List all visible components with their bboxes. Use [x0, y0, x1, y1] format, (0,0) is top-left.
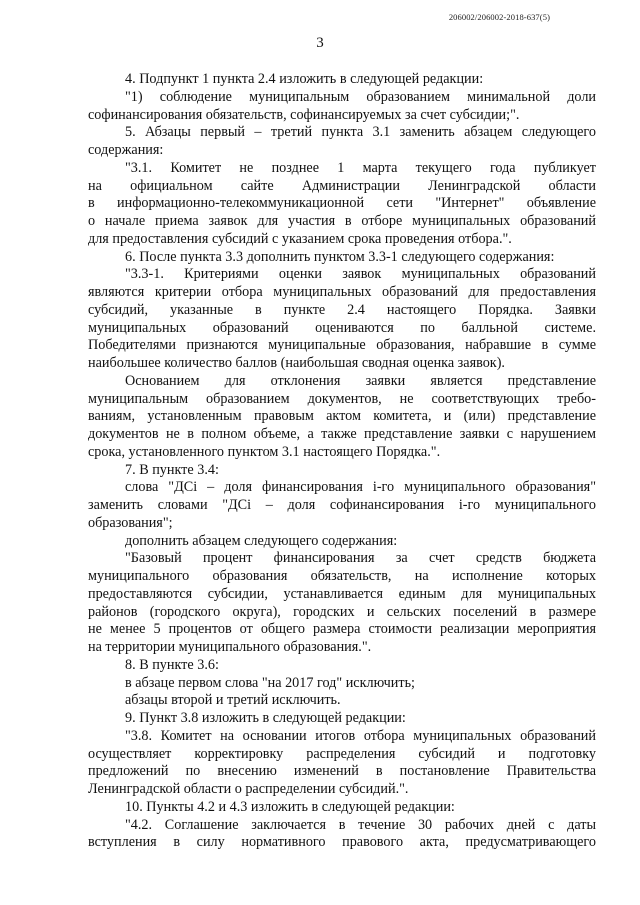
text-line: предложений по внесению изменений в постановление Правительства — [88, 763, 596, 780]
text-line: абзацы второй и третий исключить. — [125, 692, 341, 709]
text-line: 7. В пункте 3.4: — [125, 461, 219, 478]
text-line: Победителями признаются муниципальные образования, набравшие в сумме — [88, 337, 596, 354]
text-line: "3.8. Комитет на основании итогов отбора муниципальных образований — [125, 727, 596, 744]
text-line: софинансирования обязательств, софинансируемых за счет субсидии;". — [88, 106, 520, 123]
document-code: 206002/206002-2018-637(5) — [448, 12, 550, 22]
text-line: "4.2. Соглашение заключается в течение 30 рабочих дней с даты — [125, 816, 596, 833]
text-line: муниципального образования обязательств, на исполнение которых — [88, 568, 596, 584]
text-line: дополнить абзацем следующего содержания: — [125, 532, 398, 549]
text-line: образования"; — [88, 514, 173, 531]
text-line: наибольшее количество баллов (наибольшая сводная оценка заявок). — [88, 355, 505, 371]
text-line: предоставляются субсидии, устанавливается единым для муниципальных — [88, 585, 596, 602]
text-line: содержания: — [88, 142, 164, 158]
text-line: срока, установленного пунктом 3.1 настоящего Порядка.". — [88, 443, 441, 460]
text-line: субсидий, указанные в пункте 2.4 настоящего Порядка. Заявки — [88, 301, 596, 318]
text-line: 5. Абзацы первый – третий пункта 3.1 заменить абзацем следующего — [125, 124, 596, 141]
text-line: "3.3-1. Критериями оценки заявок муниципальных образований — [125, 266, 596, 283]
text-line: муниципальных образований оцениваются по балльной системе. — [88, 319, 596, 336]
text-line: для предоставления субсидий с указанием срока проведения отбора.". — [88, 230, 512, 247]
text-line: не менее 5 процентов от общего размера стоимости реализации мероприятия — [88, 621, 596, 638]
text-line: "Базовый процент финансирования за счет средств бюджета — [125, 550, 596, 567]
text-line: 6. После пункта 3.3 дополнить пунктом 3.3-1 следующего содержания: — [125, 248, 555, 265]
text-line: в информационно-телекоммуникационной сети "Интернет" объявление — [88, 195, 596, 212]
text-line: районов (городского округа), городских и сельских поселений в размере — [88, 603, 596, 620]
text-line: заменить словами "ДСi – доля софинансирования i-го муниципального — [88, 497, 596, 513]
text-line: "3.1. Комитет не позднее 1 марта текущего года публикует — [125, 159, 596, 176]
text-line: о начале приема заявок для участия в отборе муниципальных образований — [88, 213, 596, 229]
text-line: слова "ДСi – доля финансирования i-го муниципального образования" — [125, 479, 596, 496]
text-line: "1) соблюдение муниципальным образованием минимальной доли — [125, 88, 596, 105]
text-line: ваниям, установленным правовым актом комитета, и (или) представление — [88, 408, 596, 425]
page-number: 3 — [316, 35, 324, 51]
text-line: на официальном сайте Администрации Ленинградской области — [88, 177, 596, 194]
text-line: документов не в полном объеме, а также представление заявки с нарушением — [88, 426, 596, 442]
text-line: вступления в силу нормативного правового акта, предусматривающего — [88, 834, 596, 851]
text-line: Основанием для отклонения заявки является представление — [125, 372, 596, 389]
text-line: Ленинградской области о распределении субсидий.". — [88, 781, 409, 797]
text-line: в абзаце первом слова "на 2017 год" исключить; — [125, 674, 415, 691]
text-line: осуществляет корректировку распределения субсидий и подготовку — [88, 745, 596, 762]
text-line: 9. Пункт 3.8 изложить в следующей редакции: — [125, 710, 406, 726]
document-body — [88, 71, 596, 852]
text-line: являются критерии отбора муниципальных образований для предоставления — [88, 284, 596, 300]
text-line: муниципальным образованием документов, не соответствующих требо- — [88, 390, 596, 407]
text-line: на территории муниципального образования.". — [88, 639, 372, 655]
text-line: 4. Подпункт 1 пункта 2.4 изложить в следующей редакции: — [125, 71, 484, 87]
text-line: 10. Пункты 4.2 и 4.3 изложить в следующей редакции: — [125, 798, 455, 815]
text-line: 8. В пункте 3.6: — [125, 656, 219, 673]
